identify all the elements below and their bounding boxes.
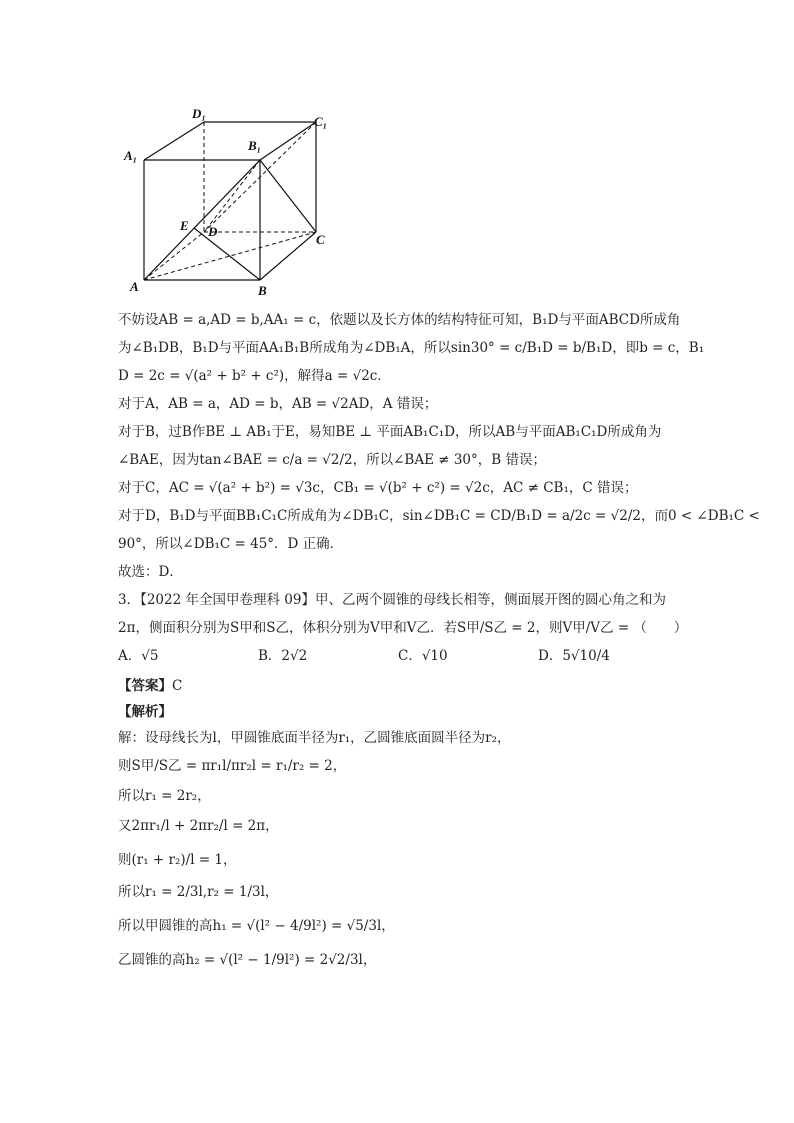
question-3-line-1: 3．【2022 年全国甲卷理科 09】甲、乙两个圆锥的母线长相等，侧面展开图的圆心角之和为 <box>118 592 666 608</box>
edge-B1-C <box>260 160 316 232</box>
sol-line-5: 对于B，过B作BE ⊥ AB₁于E，易知BE ⊥ 平面AB₁C₁D，所以AB与平面AB₁C₁D所成角为 <box>118 424 662 440</box>
question-3-options <box>118 646 610 666</box>
label-D: D <box>208 224 218 239</box>
edge-A-D <box>144 232 204 280</box>
analysis-line-3: 所以r₁ = 2r₂， <box>118 788 211 804</box>
analysis-line-2: 则S甲/S乙 = πr₁l/πr₂l = r₁/r₂ = 2， <box>118 758 347 774</box>
analysis-line-5: 则(r₁ + r₂)/l = 1， <box>118 852 237 868</box>
edge-B-E <box>194 228 260 280</box>
sol-line-6: ∠BAE，因为tan∠BAE = c/a = √2/2，所以∠BAE ≠ 30°，B 错误； <box>118 452 546 468</box>
analysis-line-6: 所以r₁ = 2/3l,r₂ = 1/3l， <box>118 884 279 900</box>
answer-label: 【答案】 <box>118 678 172 694</box>
label-D1: D₁ <box>192 106 206 121</box>
label-C1: C₁ <box>314 114 328 129</box>
analysis-label: 【解析】 <box>118 704 172 720</box>
label-E: E <box>180 218 189 233</box>
answer-value: C <box>172 678 183 694</box>
edge-B-C <box>260 232 316 280</box>
sol-line-7: 对于C，AC = √(a² + b²) = √3c，CB₁ = √(b² + c²) = √2c，AC ≠ CB₁，C 错误； <box>118 480 638 496</box>
label-A1: A₁ <box>124 148 138 163</box>
analysis-line-7: 所以甲圆锥的高h₁ = √(l² − 4/9l²) = √5/3l， <box>118 918 395 934</box>
analysis-line-1: 解：设母线长为l，甲圆锥底面半径为r₁，乙圆锥底面圆半径为r₂， <box>118 730 511 746</box>
analysis-line-8: 乙圆锥的高h₂ = √(l² − 1/9l²) = 2√2/3l， <box>118 952 377 968</box>
sol-line-4: 对于A，AB = a，AD = b，AB = √2AD，A 错误； <box>118 396 438 412</box>
answer-line <box>118 676 182 696</box>
option-a: A．√5 <box>118 648 159 664</box>
analysis-line-4: 又2πr₁/l + 2πr₂/l = 2π， <box>118 818 279 834</box>
label-C: C <box>316 232 325 247</box>
sol-line-1: 不妨设AB = a,AD = b,AA₁ = c，依题以及长方体的结构特征可知，B₁D与平面ABCD所成角 <box>118 312 681 328</box>
option-d: D．5√10/4 <box>538 648 610 664</box>
question-3-line-2: 2π，侧面积分别为S甲和S乙，体积分别为V甲和V乙．若S甲/S乙 = 2，则V甲/V乙 = （ ） <box>118 620 688 636</box>
sol-line-10: 故选：D． <box>118 564 183 580</box>
sol-line-9: 90°，所以∠DB₁C = 45°．D 正确． <box>118 536 344 552</box>
sol-line-8: 对于D，B₁D与平面BB₁C₁C所成角为∠DB₁C，sin∠DB₁C = CD/B₁D = a/2c = √2/2，而0 < ∠DB₁C < <box>118 508 760 524</box>
sol-line-2: 为∠B₁DB，B₁D与平面AA₁B₁B所成角为∠DB₁A，所以sin30° = c/B₁D = b/B₁D，即b = c，B₁ <box>118 340 705 356</box>
option-b: B．2√2 <box>258 648 308 664</box>
label-B: B <box>258 283 267 298</box>
option-c: C．√10 <box>398 648 448 664</box>
edge-A1-D1 <box>144 122 204 160</box>
label-B1: B₁ <box>248 138 262 153</box>
edge-A-B1 <box>144 160 260 280</box>
cuboid-figure <box>120 98 360 308</box>
label-A: A <box>130 279 139 294</box>
edge-B1-D <box>204 160 260 232</box>
sol-line-3: D = 2c = √(a² + b² + c²)，解得a = √2c． <box>118 368 391 384</box>
edge-B1-C1 <box>260 122 316 160</box>
